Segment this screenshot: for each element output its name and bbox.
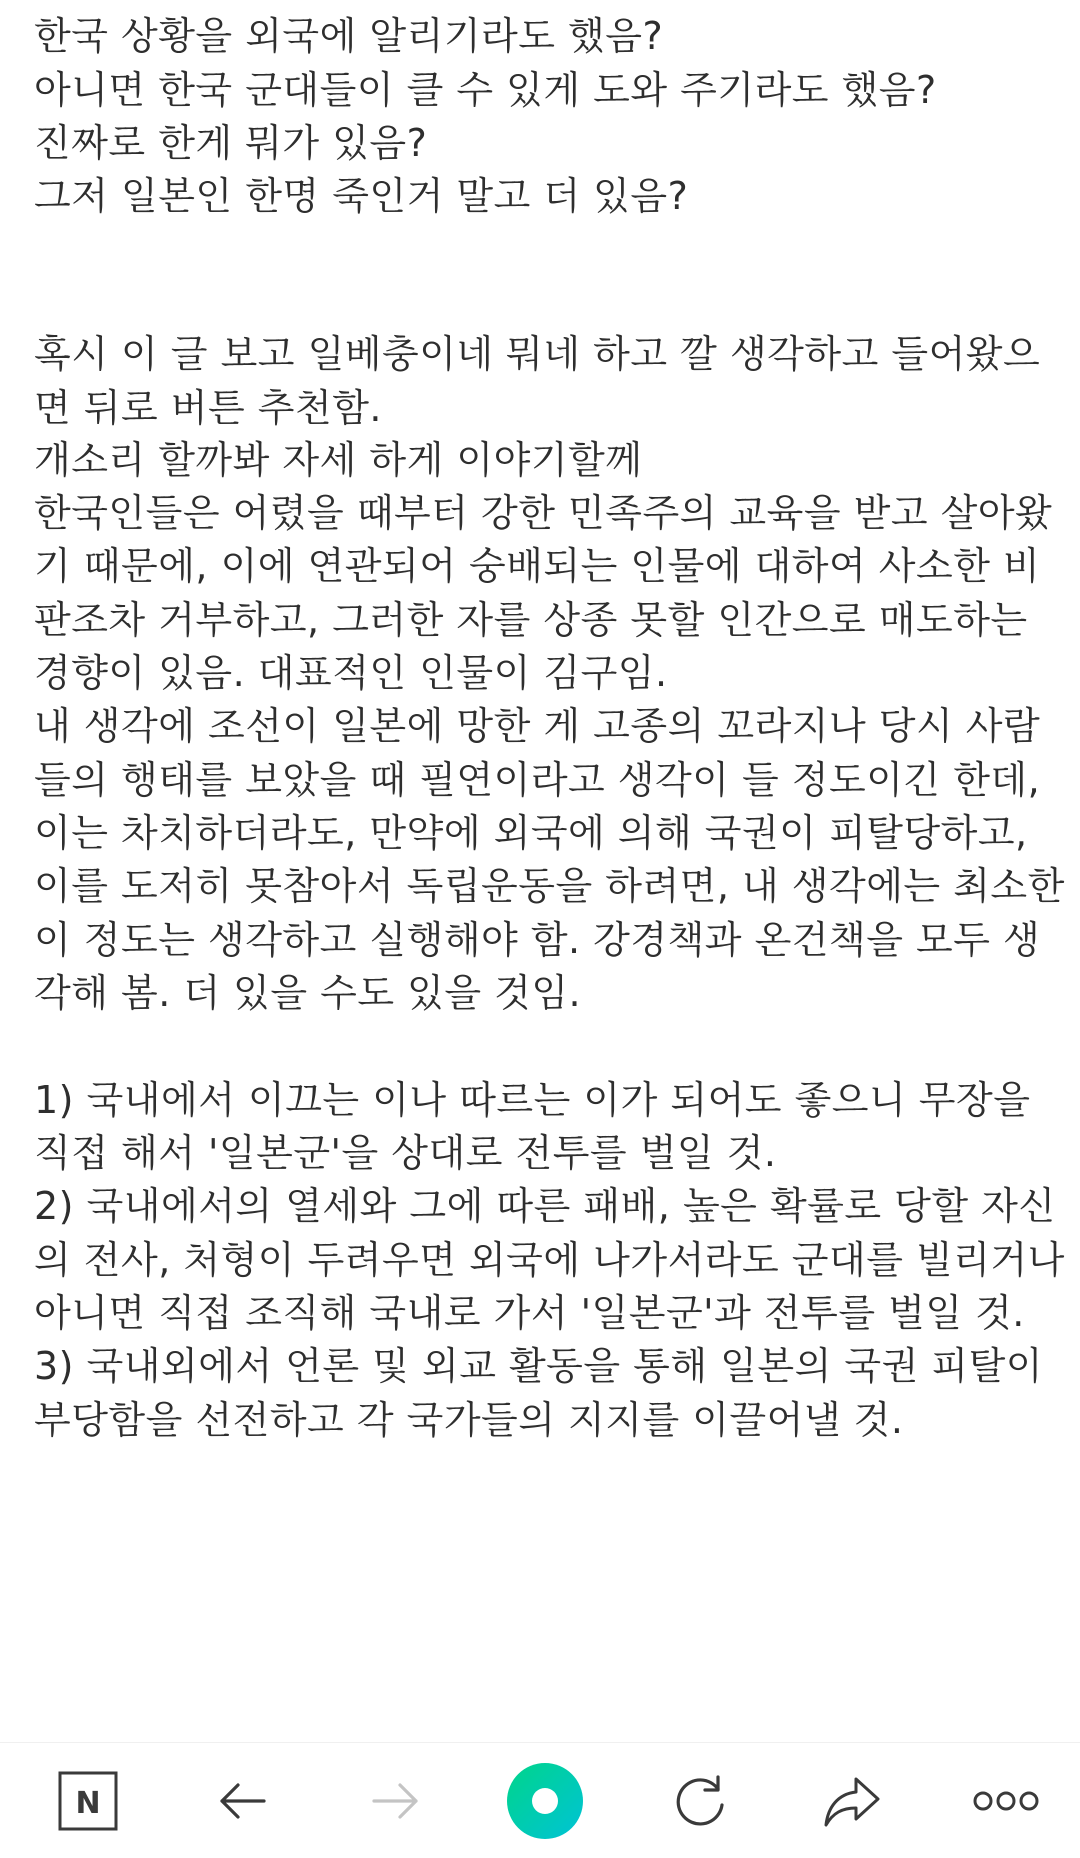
forward-button[interactable] [356,1765,436,1837]
article-line: 의 전사, 처형이 두려우면 외국에 나가서라도 군대를 빌리거나 [34,1238,1065,1282]
article-line: 2) 국내에서의 열세와 그에 따른 패배, 높은 확률로 당할 자신 [34,1184,1056,1228]
article-line: 개소리 할까봐 자세 하게 이야기할께 [34,438,643,482]
article-line: 판조차 거부하고, 그러한 자를 상종 못할 인간으로 매도하는 [34,598,1028,642]
share-button[interactable] [812,1765,892,1837]
arrow-left-icon [210,1769,274,1833]
article-line: 아니면 한국 군대들이 클 수 있게 도와 주기라도 했음? [34,68,937,112]
article-line: 경향이 있음. 대표적인 인물이 김구임. [34,651,668,695]
article-line: 한국인들은 어렸을 때부터 강한 민족주의 교육을 받고 살아왔 [34,491,1053,535]
more-dots-icon [971,1786,1041,1816]
back-button[interactable] [202,1765,282,1837]
refresh-button[interactable] [660,1765,740,1837]
article-line: 직접 해서 '일본군'을 상대로 전투를 벌일 것. [34,1131,777,1175]
article-line: 들의 행태를 보았을 때 필연이라고 생각이 들 정도이긴 한데, [34,758,1041,802]
article-line: 이는 차치하더라도, 만약에 외국에 의해 국권이 피탈당하고, [34,811,1028,855]
article-line: 아니면 직접 조직해 국내로 가서 '일본군'과 전투를 벌일 것. [34,1291,1025,1335]
article-line: 혹시 이 글 보고 일베충이네 뭐네 하고 깔 생각하고 들어왔으 [34,332,1041,376]
naver-n-label: N [75,1786,101,1821]
article-line: 면 뒤로 버튼 추천함. [34,386,382,430]
article-line: 이를 도저히 못참아서 독립운동을 하려면, 내 생각에는 최소한 [34,864,1065,908]
article-line: 한국 상황을 외국에 알리기라도 했음? [34,14,664,58]
article-line: 그저 일본인 한명 죽인거 말고 더 있음? [34,174,689,218]
naver-n-icon [56,1769,120,1833]
green-dot-button[interactable] [505,1765,585,1837]
article-line: 1) 국내에서 이끄는 이나 따르는 이가 되어도 좋으니 무장을 [34,1078,1031,1122]
article-line: 기 때문에, 이에 연관되어 숭배되는 인물에 대하여 사소한 비 [34,544,1041,588]
article-line: 각해 봄. 더 있을 수도 있을 것임. [34,971,582,1015]
article-line: 3) 국내외에서 언론 및 외교 활동을 통해 일본의 국권 피탈이 [34,1344,1044,1388]
refresh-icon [668,1769,732,1833]
green-dot-icon [505,1761,585,1841]
browser-bottom-toolbar [0,1742,1080,1858]
article-line: 이 정도는 생각하고 실행해야 함. 강경책과 온건책을 모두 생 [34,918,1041,962]
naver-home-button[interactable] [48,1765,128,1837]
article-line: 내 생각에 조선이 일본에 망한 게 고종의 꼬라지나 당시 사람 [34,704,1041,748]
article-line: 진짜로 한게 뭐가 있음? [34,121,428,165]
share-icon [820,1769,884,1833]
article-line: 부당함을 선전하고 각 국가들의 지지를 이끌어낼 것. [34,1398,904,1442]
more-button[interactable] [966,1765,1046,1837]
arrow-right-icon [364,1769,428,1833]
